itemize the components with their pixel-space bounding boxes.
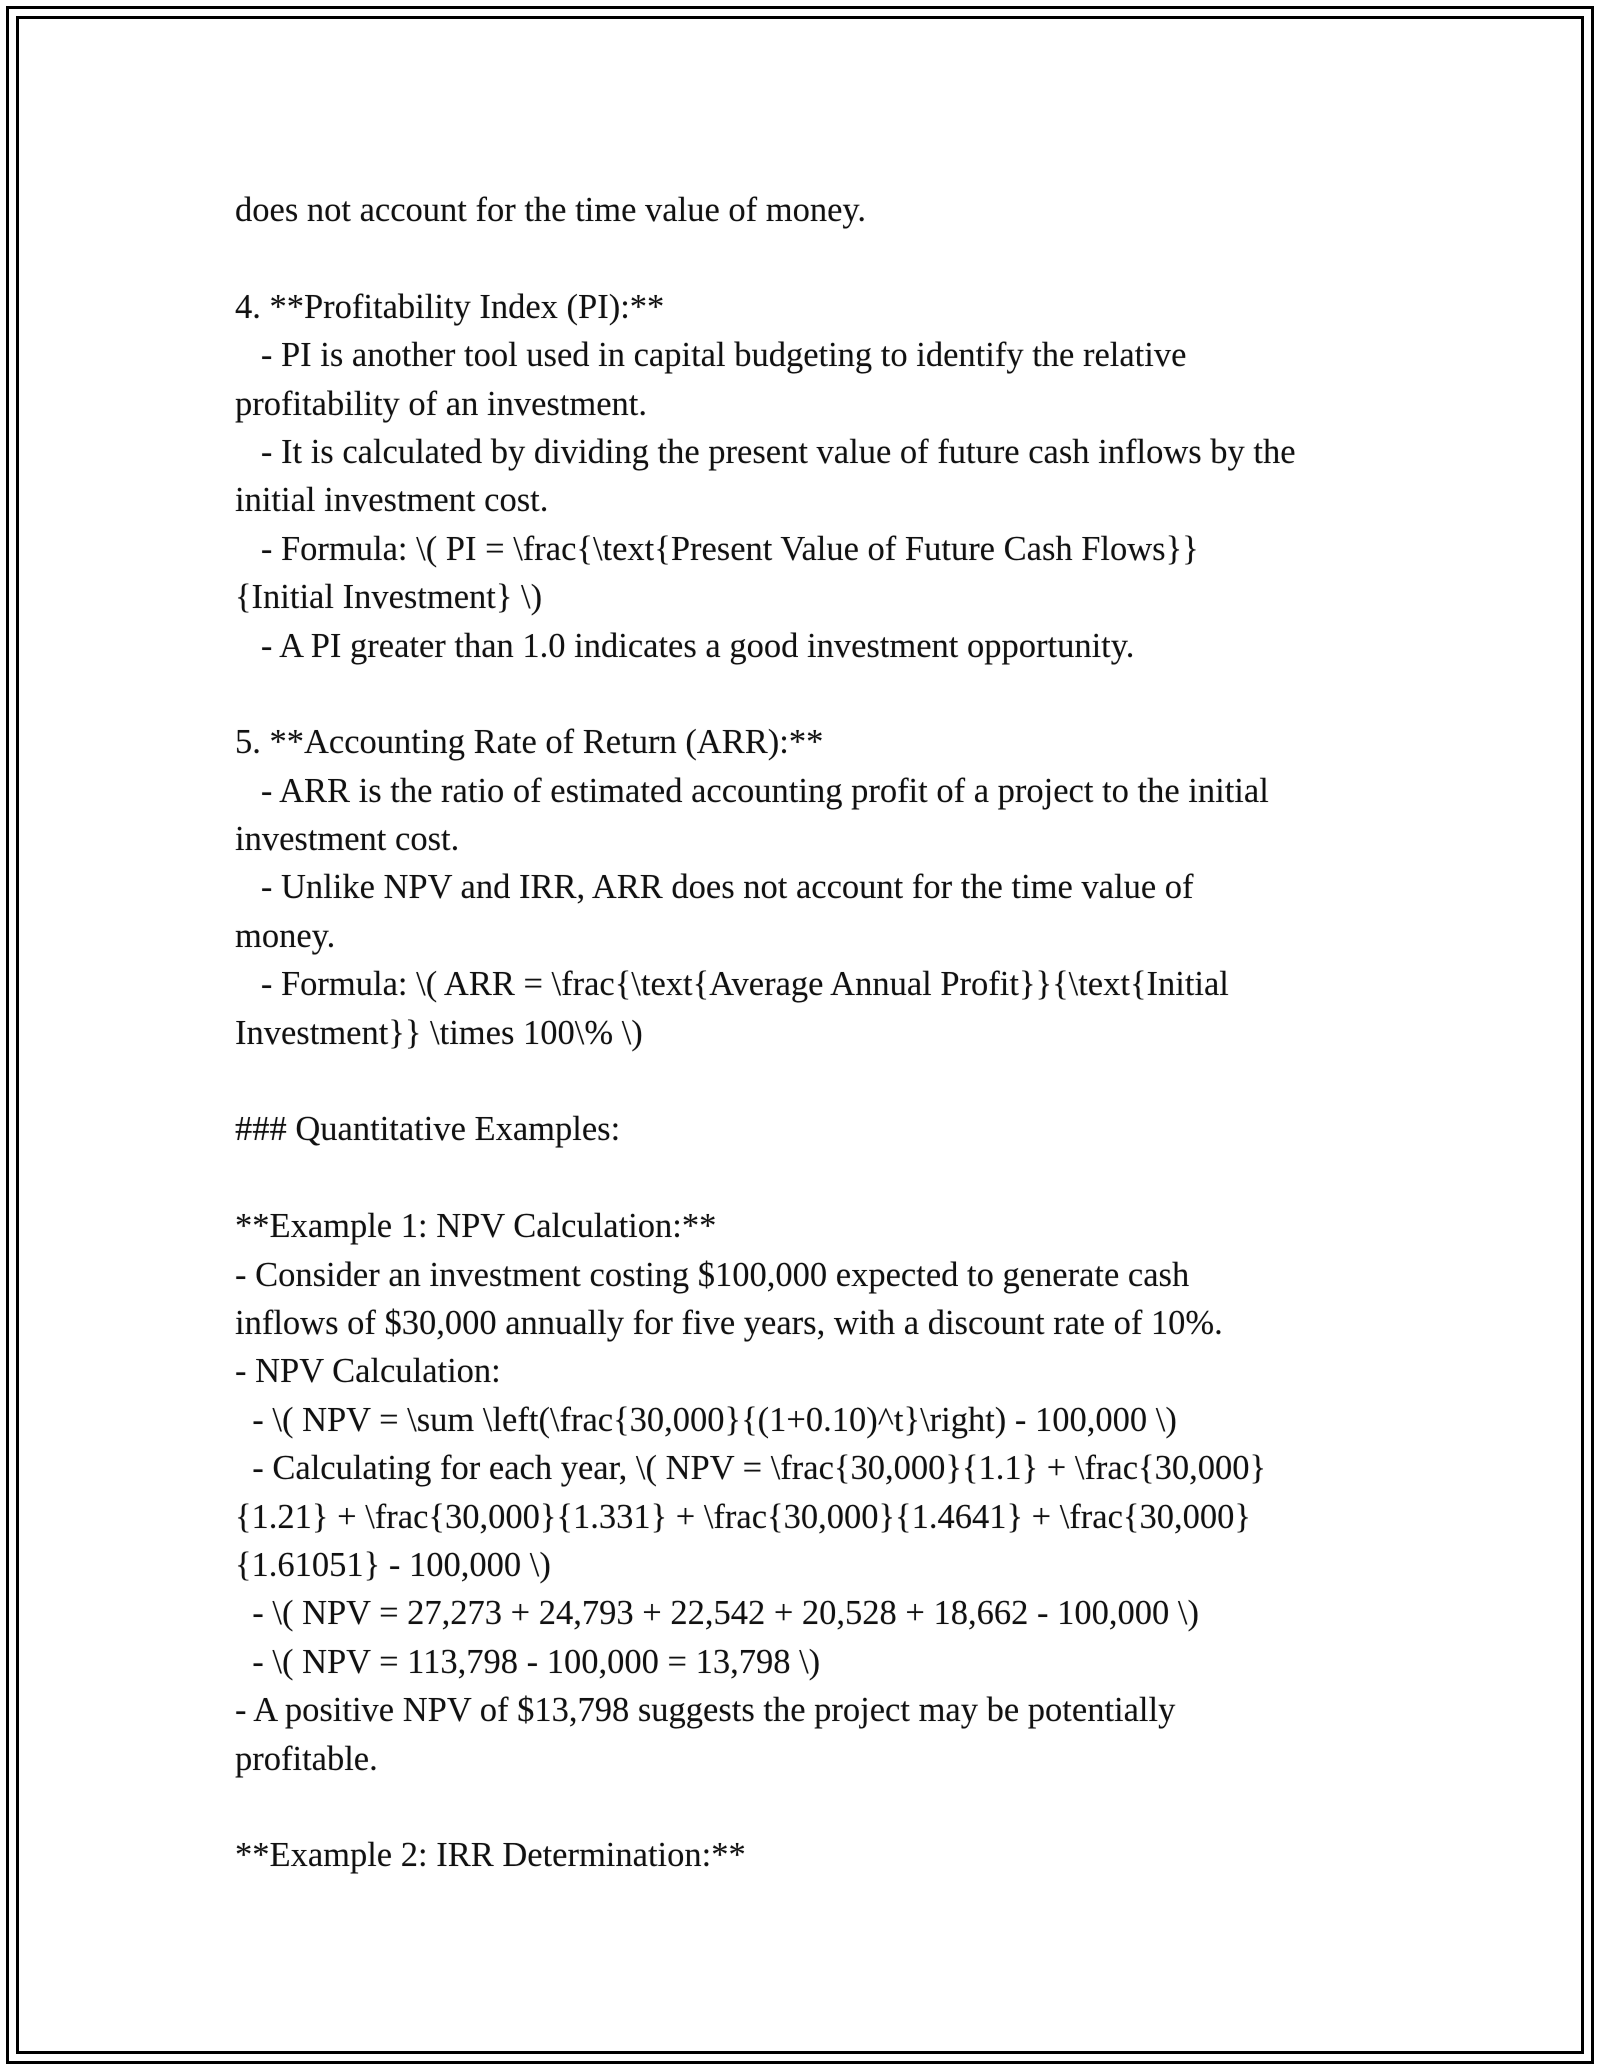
formula-line: - Calculating for each year, \( NPV = \frac{30,000}{1.1} + \frac{30,000} [235,1449,1267,1488]
blank-line [235,670,1395,718]
text-line: - Consider an investment costing $100,000 expected to generate cash [235,1255,1190,1294]
text-line: investment cost. [235,820,460,859]
section-heading-quantitative-examples: ### Quantitative Examples: [235,1110,621,1149]
text-line: - ARR is the ratio of estimated accounting profit of a project to the initial [235,771,1269,810]
text-line: - A positive NPV of $13,798 suggests the project may be potentially [235,1691,1176,1730]
formula-line: {1.21} + \frac{30,000}{1.331} + \frac{30,000}{1.4641} + \frac{30,000} [235,1497,1251,1536]
section-heading-accounting-rate-of-return: 5. **Accounting Rate of Return (ARR):** [235,723,824,762]
blank-line [235,1154,1395,1202]
blank-line [235,234,1395,282]
formula-line: {1.61051} - 100,000 \) [235,1545,551,1584]
text-line: inflows of $30,000 annually for five years, with a discount rate of 10%. [235,1303,1223,1342]
text-line: initial investment cost. [235,481,549,520]
example-heading-npv: **Example 1: NPV Calculation:** [235,1207,717,1246]
text-line: - NPV Calculation: [235,1352,501,1391]
document-body [235,186,1395,1880]
text-line: does not account for the time value of money. [235,191,867,229]
formula-line: - Formula: \( PI = \frac{\text{Present Value of Future Cash Flows}} [235,529,1199,568]
text-line: money. [235,916,336,955]
blank-line [235,1783,1395,1831]
formula-line: {Initial Investment} \) [235,578,543,617]
formula-line: - Formula: \( ARR = \frac{\text{Average Annual Profit}}{\text{Initial [235,965,1229,1004]
text-line: - A PI greater than 1.0 indicates a good investment opportunity. [235,626,1135,665]
formula-line: - \( NPV = \sum \left(\frac{30,000}{(1+0.10)^t}\right) - 100,000 \) [235,1400,1177,1439]
blank-line [235,1057,1395,1105]
formula-line: Investment}} \times 100\% \) [235,1013,643,1052]
text-line: - Unlike NPV and IRR, ARR does not account for the time value of [235,868,1194,907]
text-line: - PI is another tool used in capital budgeting to identify the relative [235,336,1187,375]
text-line: profitability of an investment. [235,384,647,423]
formula-line: - \( NPV = 113,798 - 100,000 = 13,798 \) [235,1642,821,1681]
text-line: - It is calculated by dividing the present value of future cash inflows by the [235,432,1296,471]
text-line: profitable. [235,1739,378,1778]
example-heading-irr: **Example 2: IRR Determination:** [235,1836,746,1875]
section-heading-profitability-index: 4. **Profitability Index (PI):** [235,287,665,326]
formula-line: - \( NPV = 27,273 + 24,793 + 22,542 + 20,528 + 18,662 - 100,000 \) [235,1594,1199,1633]
